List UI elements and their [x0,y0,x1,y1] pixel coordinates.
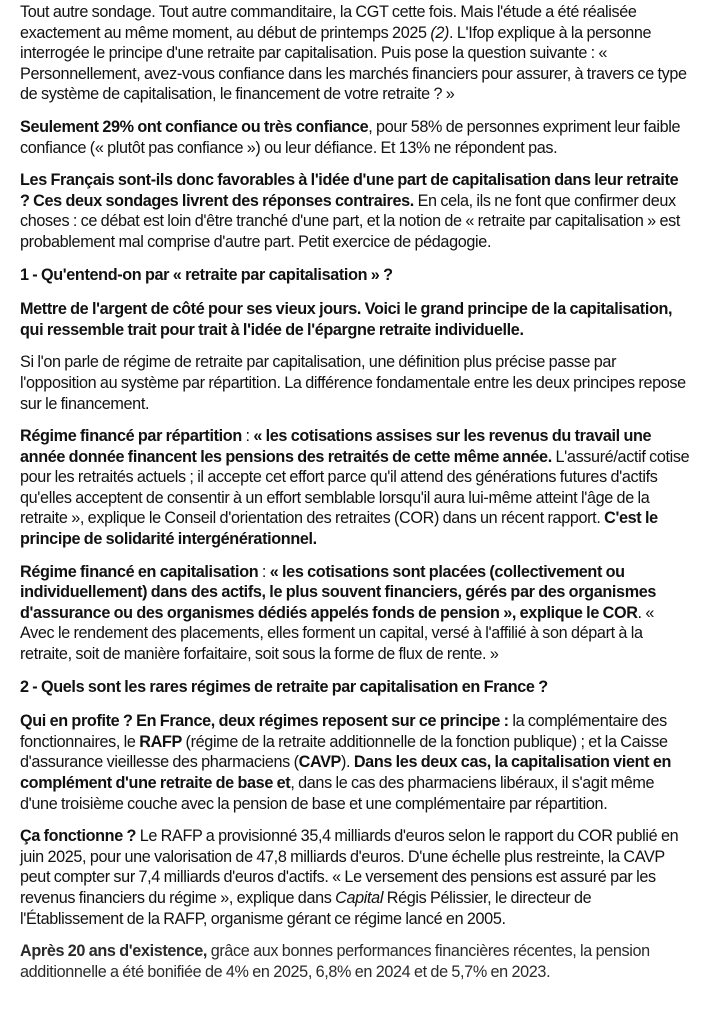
paragraph-intro-cgt-survey [20,2,690,105]
text-segment-normal: , dans le cas des pharmaciens libéraux, il s'agit même d'une troisième couche avec la pension de base et une complémentaire par répartition. [20,774,655,813]
text-segment-normal: ). [340,753,354,772]
text-segment-bold: Seulement 29% ont confiance ou très confiance [20,117,369,136]
text-segment-normal: . L'Ifop explique à la personne interrogée le principe d'une retraite par capitalisation. Puis pose la question suivante : « Personnellement, avez-vous confiance dans les marchés financiers pour assurer, à travers ce type de système de capitalisation, le financement de votre retraite ? » [20,23,687,104]
text-segment-bold: Régime financé en capitalisation [20,562,259,581]
text-segment-normal: : [241,427,254,446]
paragraph-capitalisation-regime [20,562,690,665]
section-heading-2 [20,677,690,698]
text-segment-normal: grâce aux bonnes performances financières récentes, la pension additionnelle a été bonifiée de 4% en 2025, 6,8% en 2024 et de 5,7% en 2023. [20,942,650,981]
text-segment-bold: Après 20 ans d'existence, [20,942,208,961]
text-segment-bold: 2 - Quels sont les rares régimes de retraite par capitalisation en France ? [20,677,548,696]
paragraph-after-20-years [20,941,690,982]
text-segment-normal: Tout autre sondage. Tout autre commanditaire, la CGT cette fois. Mais l'étude a été réalisée exactement au même moment, au début de printemps 2025 [20,3,637,42]
text-segment-bold: Dans les deux cas, la capitalisation vient en complément d'une retraite de base et [20,753,672,792]
text-segment-normal: : [258,562,270,581]
text-segment-normal: Le RAFP a provisionné 35,4 milliards d'euros selon le rapport du COR publié en juin 2025, pour une valorisation de 47,8 milliards d'euros. D'une échelle plus restreinte, la CAVP peut compter sur 7,4 milliards d'euros d'actifs. « Le versement des pensions est assuré par les revenus financiers du régime », explique dans [20,827,679,907]
text-segment-bold: RAFP [139,732,182,751]
text-segment-bold: « les cotisations assises sur les revenus du travail une année donnée financent les pensions des retraités de cette même année. [20,427,652,466]
text-segment-italic: Capital [335,888,384,907]
paragraph-who-benefits [20,711,690,814]
paragraph-french-favorable [20,170,690,252]
text-segment-bold: Ça fonctionne ? [20,827,137,846]
text-segment-bold: « les cotisations sont placées (collectivement ou individuellement) dans des actifs, le plus souvent financiers, gérés par des organismes d'assurance ou des organismes dédiés appelés fonds de pension », explique le COR [20,562,657,622]
text-segment-normal: (régime de la retraite additionnelle de la fonction publique) ; et la Caisse d'assurance vieillesse des pharmaciens ( [20,732,668,772]
text-segment-normal: Si l'on parle de régime de retraite par capitalisation, une définition plus précise passe par l'opposition au système par répartition. La différence fondamentale entre les deux principes repose sur le financement. [20,353,686,413]
text-segment-bold: CAVP [298,753,341,772]
text-segment-normal: En cela, ils ne font que confirmer deux choses : ce débat est loin d'être tranché d'une part, et la notion de « retraite par capitalisation » est probablement mal comprise d'autre part. Petit exercice de pédagogie. [20,191,681,251]
paragraph-definition [20,352,690,414]
text-segment-bold: 1 - Qu'entend-on par « retraite par capitalisation » ? [20,265,393,284]
text-segment-normal: Régis Pélissier, le directeur de l'Établissement de la RAFP, organisme gérant ce régime lancé en 2005. [20,888,592,928]
paragraph-does-it-work [20,826,690,929]
text-segment-italic: (2) [430,23,450,42]
text-segment-bold: Qui en profite ? En France, deux régimes reposent sur ce principe : [20,712,509,731]
text-segment-normal: . « Avec le rendement des placements, elles forment un capital, versé à l'affilié à son départ à la retraite, soit de manière forfaitaire, soit sous la forme de flux de rente. » [20,603,654,664]
section-heading-1 [20,265,690,286]
text-segment-bold: Les Français sont-ils donc favorables à l'idée d'une part de capitalisation dans leur retraite ? Ces deux sondages livrent des réponses contraires. [20,171,679,210]
text-segment-bold: Régime financé par répartition [20,427,242,446]
paragraph-confidence-results [20,117,690,158]
text-segment-bold: Mettre de l'argent de côté pour ses vieux jours. Voici le grand principe de la capitalisation, qui ressemble trait pour trait à l'idée de l'épargne retraite individuelle. [20,300,673,339]
text-segment-normal: la complémentaire des fonctionnaires, le [20,712,667,751]
paragraph-capitalisation-principle [20,299,690,340]
paragraph-repartition-regime [20,426,690,550]
text-segment-normal: L'assuré/actif cotise pour les retraités actuels ; il accepte cet effort parce qu'il attend des générations futures d'actifs qu'elles acceptent de consentir à un effort semblable lorsqu'il aura lui-même atteint l'âge de la retraite », explique le Conseil d'orientation des retraites (COR) dans un récent rapport. [20,447,690,528]
text-segment-bold: C'est le principe de solidarité intergénérationnel. [20,509,658,549]
text-segment-normal: , pour 58% de personnes expriment leur faible confiance (« plutôt pas confiance ») ou leur défiance. Et 13% ne répondent pas. [20,117,681,157]
